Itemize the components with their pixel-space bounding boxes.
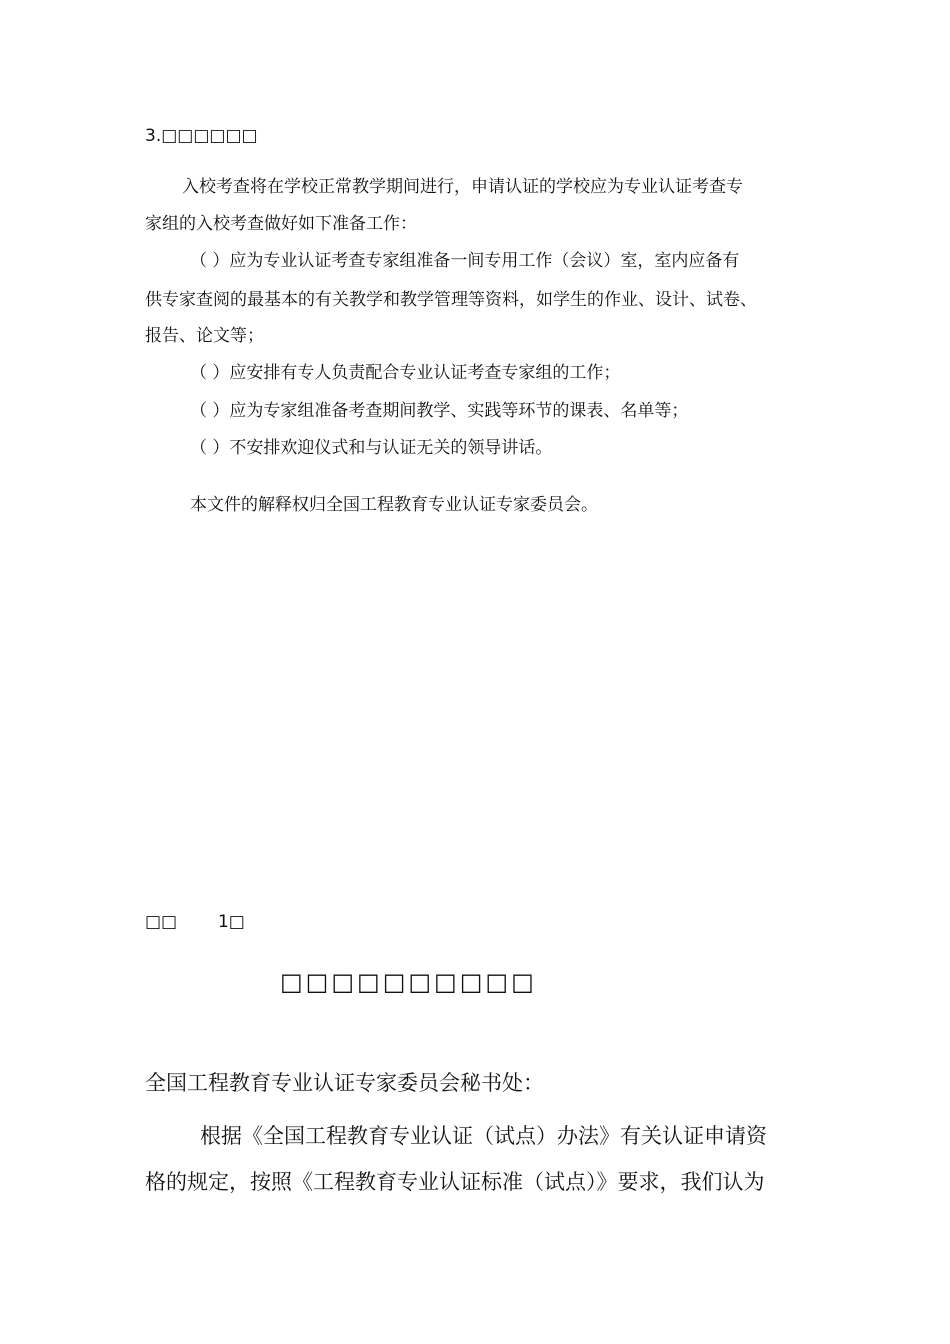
section-heading: 3.□□□□□□	[145, 126, 258, 146]
attachment-number: 1□	[217, 912, 245, 932]
letter-body-line: 格的规定，按照《工程教育专业认证标准（试点）》要求，我们认为	[145, 1170, 765, 1194]
list-item-line: （ ）应安排有专人负责配合专业认证考查专家组的工作；	[190, 363, 621, 383]
list-item-line: （ ）应为专家组准备考查期间教学、实践等环节的课表、名单等；	[190, 401, 689, 421]
attachment-label: □□	[145, 912, 178, 932]
list-item-line: 报告、论文等；	[145, 326, 264, 346]
list-item-line: （ ）不安排欢迎仪式和与认证无关的领导讲话。	[190, 438, 553, 458]
attachment-title: □□□□□□□□□□	[280, 968, 537, 996]
addressee-line: 全国工程教育专业认证专家委员会秘书处：	[145, 1071, 544, 1095]
letter-body-line: 根据《全国工程教育专业认证（试点）办法》有关认证申请资	[200, 1124, 767, 1148]
list-item-line: （ ）应为专业认证考查专家组准备一间专用工作（会议）室，室内应备有	[190, 251, 740, 271]
attachment-label-row	[145, 912, 245, 932]
paragraph-line: 入校考查将在学校正常教学期间进行，申请认证的学校应为专业认证考查专	[182, 177, 743, 197]
list-item-line: 供专家查阅的最基本的有关教学和教学管理等资料，如学生的作业、设计、试卷、	[145, 290, 757, 310]
interpretation-note: 本文件的解释权归全国工程教育专业认证专家委员会。	[190, 495, 598, 515]
paragraph-line: 家组的入校考查做好如下准备工作：	[145, 214, 417, 234]
